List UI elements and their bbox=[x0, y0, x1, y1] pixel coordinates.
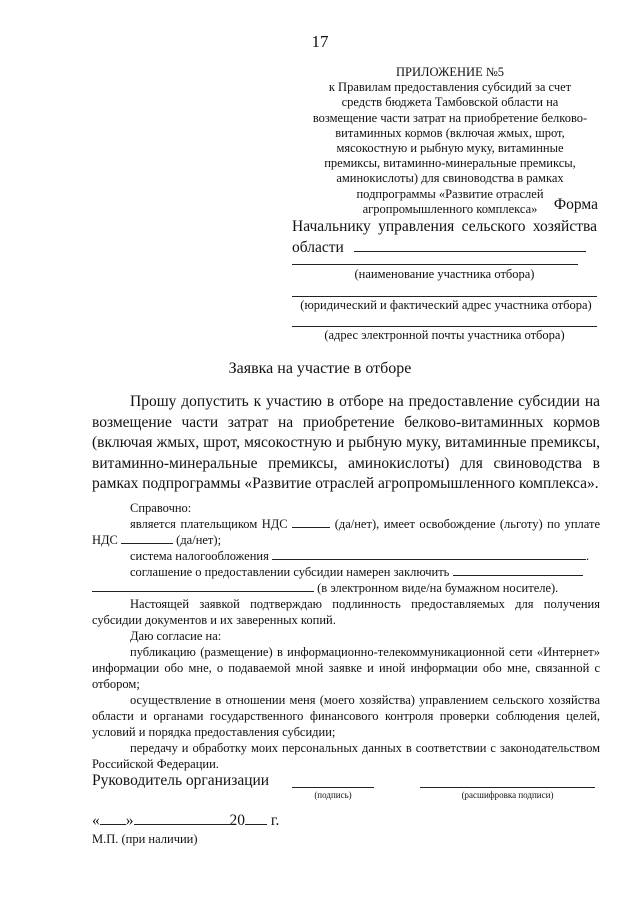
agreement-form-field[interactable] bbox=[453, 574, 583, 576]
consent-publication: публикацию (размещение) в информационно-телекоммуникационной сети «Интернет» информации обо мне, о подаваемой мной заявке и иной информации обо мне, связанной с отбором; bbox=[92, 645, 600, 691]
tax-system-label: система налогообложения bbox=[130, 549, 269, 563]
vat-payer-field[interactable] bbox=[292, 526, 330, 528]
vat-text-a: является плательщиком НДС bbox=[130, 517, 288, 531]
annex-line: подпрограммы «Развитие отраслей bbox=[356, 186, 544, 201]
signature-field[interactable] bbox=[292, 787, 374, 788]
consent-heading: Даю согласие на: bbox=[130, 629, 222, 643]
date-open-quote: « bbox=[92, 812, 100, 829]
participant-email-caption: (адрес электронной почты участника отбора) bbox=[324, 328, 565, 342]
annex-line: мясокостную и рыбную муку, витаминные bbox=[336, 141, 564, 156]
signature-decode-field[interactable] bbox=[420, 787, 595, 788]
participant-address-field[interactable] bbox=[292, 296, 597, 297]
signature-decode-caption: (расшифровка подписи) bbox=[461, 790, 554, 800]
addressee-block bbox=[292, 216, 597, 258]
agreement-label: соглашение о предоставлении субсидии намерен заключить bbox=[130, 565, 450, 579]
date-close-quote: » bbox=[125, 812, 134, 829]
agreement-line-2 bbox=[92, 580, 600, 596]
addressee-line-2 bbox=[292, 237, 597, 258]
reference-heading: Справочно: bbox=[130, 501, 192, 515]
stamp-note: М.П. (при наличии) bbox=[92, 832, 198, 846]
date-day-field[interactable] bbox=[100, 823, 126, 825]
signature-caption: (подпись) bbox=[314, 790, 352, 800]
region-name-field[interactable] bbox=[354, 250, 586, 252]
participant-email-field[interactable] bbox=[292, 326, 597, 327]
date-year-field[interactable] bbox=[245, 823, 267, 825]
addressee-region: области bbox=[292, 239, 344, 256]
page-number: 17 bbox=[311, 32, 329, 51]
vat-text-d: (да/нет); bbox=[176, 533, 222, 547]
participant-address-caption: (юридический и фактический адрес участника отбора) bbox=[300, 298, 592, 312]
vat-paragraph bbox=[92, 516, 600, 548]
annex-line: агропромышленного комплекса» bbox=[362, 201, 538, 216]
annex-title: ПРИЛОЖЕНИЕ №5 bbox=[395, 65, 505, 79]
annex-line: аминокислоты) для свиноводства в рамках bbox=[336, 171, 564, 186]
participant-name-caption: (наименование участника отбора) bbox=[354, 267, 535, 281]
consent-inspection: осуществление в отношении меня (моего хозяйства) управлением сельского хозяйства области и органами государственного финансового контроля проверки соблюдения целей, условий и порядка предоставления субсидии; bbox=[92, 693, 600, 739]
annex-line: к Правилам предоставления субсидий за счет bbox=[328, 80, 572, 95]
annex-line: витаминных кормов (включая жмых, шрот, bbox=[335, 125, 565, 140]
vat-text-b: (да/нет), имеет освобождение (льготу) по bbox=[334, 517, 561, 531]
form-label: Форма bbox=[553, 196, 598, 213]
date-month-field[interactable] bbox=[134, 823, 230, 825]
vat-exemption-field[interactable] bbox=[121, 542, 173, 544]
agreement-form-field-cont[interactable] bbox=[92, 590, 314, 592]
annex-line: возмещение части затрат на приобретение белково- bbox=[312, 110, 588, 125]
date-year-suffix: г. bbox=[270, 812, 280, 829]
agreement-options: (в электронном виде/на бумажном носителе). bbox=[317, 581, 559, 595]
confirmation-paragraph: Настоящей заявкой подтверждаю подлинность предоставляемых для получения субсидии документов и их заверенных копий. bbox=[92, 597, 600, 627]
tax-system-field[interactable] bbox=[272, 558, 586, 560]
vat-text-c: уплате НДС bbox=[92, 517, 601, 547]
addressee-line-1: Начальнику управления сельского хозяйства bbox=[292, 218, 597, 235]
request-paragraph: Прошу допустить к участию в отборе на предоставление субсидии на возмещение части затрат на приобретение белково-витаминных кормов (включая жмых, шрот, мясокостную и рыбную муку, витаминные премиксы, витаминно-минеральные премиксы, аминокислоты) для свиноводства в рамках подпрограммы «Развитие отраслей агропромышленного комплекса». bbox=[92, 393, 600, 492]
annex-block bbox=[300, 65, 600, 217]
signature-label: Руководитель организации bbox=[92, 772, 270, 789]
date-century: 20 bbox=[229, 812, 245, 829]
participant-name-field[interactable] bbox=[292, 264, 578, 265]
tax-system-line: система налогообложения . bbox=[130, 549, 590, 563]
annex-line: средств бюджета Тамбовской области на bbox=[341, 95, 559, 110]
annex-line: премиксы, витаминно-минеральные премиксы, bbox=[324, 156, 576, 171]
consent-personal-data: передачу и обработку моих персональных данных в соответствии с законодательством Российской Федерации. bbox=[92, 741, 600, 771]
date-line bbox=[92, 812, 279, 830]
agreement-line bbox=[92, 564, 600, 580]
document-title: Заявка на участие в отборе bbox=[228, 360, 412, 377]
